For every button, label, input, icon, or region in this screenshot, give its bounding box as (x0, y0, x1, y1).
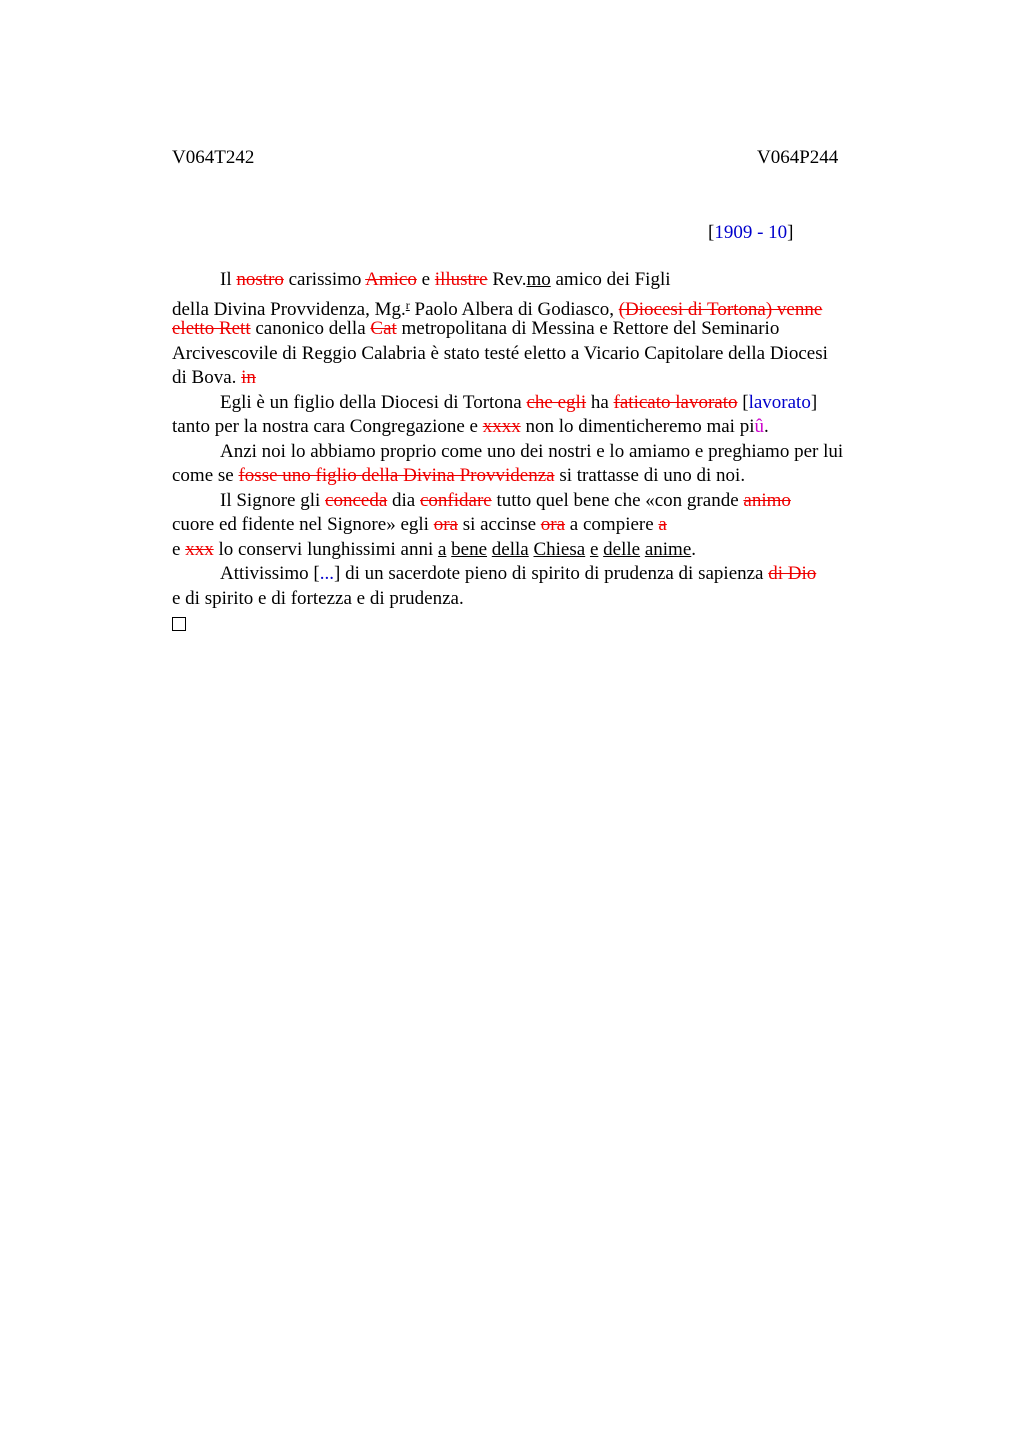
underlined-text: della (491, 538, 529, 560)
text-segment: ha (586, 391, 614, 413)
deleted-text: che egli (526, 391, 587, 413)
deleted-text: faticato lavorato (613, 391, 738, 413)
text-line (172, 489, 907, 514)
text-segment: si trattasse di uno di noi. (554, 465, 746, 486)
date-value: 1909 - 10 (714, 222, 788, 243)
deleted-text: illustre (434, 269, 488, 290)
document-date (708, 222, 793, 244)
end-square-icon (172, 617, 186, 631)
text-line (172, 317, 907, 342)
deleted-text: fosse uno figlio della Divina Provvidenza (238, 465, 555, 486)
text-segment: e (172, 538, 186, 560)
deleted-text: conceda (325, 489, 388, 511)
deleted-text: ora (433, 514, 458, 535)
end-marker-line (172, 611, 907, 636)
editorial-insertion: ... (319, 563, 335, 584)
deleted-text: (Diocesi di Tortona) venne (618, 298, 823, 320)
text-line (172, 268, 907, 293)
text-line (172, 415, 907, 440)
text-segment: amico dei Figli (550, 269, 671, 290)
text-segment: lo conservi lunghissimi anni (213, 538, 438, 560)
superscript-text: r (405, 297, 410, 312)
underlined-text: delle (603, 538, 641, 560)
text-segment: tutto quel bene che «con grande (491, 489, 744, 511)
deleted-text: Amico (365, 269, 417, 290)
deleted-text: xxxx (482, 416, 521, 437)
text-line (172, 538, 907, 563)
text-segment: non lo dimenticheremo mai pi (520, 416, 755, 437)
underlined-text: Chiesa (533, 538, 586, 560)
text-line (172, 342, 907, 367)
underlined-text: bene (451, 538, 488, 560)
text-segment: Il (220, 269, 237, 290)
deleted-text: Cat (370, 318, 397, 339)
deleted-text: di Dio (768, 563, 817, 584)
text-segment: metropolitana di Messina e Rettore del Seminario (396, 318, 780, 339)
marked-character: û (754, 416, 764, 437)
text-line (172, 513, 907, 538)
text-segment: della Divina Provvidenza, Mg. (172, 298, 406, 320)
text-segment: Paolo Albera di Godiasco, (409, 298, 619, 320)
text-line (172, 366, 907, 391)
underlined-text: e (589, 538, 599, 560)
text-segment: tanto per la nostra cara Congregazione e (172, 416, 483, 437)
text-segment: Attivissimo [ (220, 563, 320, 584)
text-segment: . (691, 538, 697, 560)
text-segment: a compiere (565, 514, 659, 535)
text-segment: canonico della (250, 318, 371, 339)
deleted-text: nostro (236, 269, 284, 290)
document-code-right: V064P244 (757, 147, 839, 168)
text-segment: Rev. (487, 269, 527, 290)
date-bracket-close: ] (787, 222, 794, 243)
text-segment: cuore ed fidente nel Signore» egli (172, 514, 434, 535)
text-line (172, 562, 907, 587)
letter-body (172, 268, 907, 636)
text-line (172, 391, 907, 416)
text-segment: come se (172, 465, 239, 486)
text-line (172, 440, 907, 465)
deleted-text: animo (743, 489, 791, 511)
deleted-text: xxx (185, 538, 214, 560)
document-code-left: V064T242 (172, 147, 255, 168)
underlined-text: anime (644, 538, 692, 560)
editorial-insertion: lavorato (748, 391, 811, 413)
text-segment: di Bova. (172, 367, 242, 388)
deleted-text: confidare (419, 489, 492, 511)
text-segment: Anzi noi lo abbiamo proprio come uno dei nostri e lo amiamo e preghiamo per lui (220, 440, 844, 462)
text-line (172, 464, 907, 489)
deleted-text: ora (540, 514, 566, 535)
text-segment: [ (737, 391, 749, 413)
text-line (172, 293, 907, 318)
deleted-text: a (658, 514, 667, 535)
text-segment: . (763, 416, 769, 437)
text-segment: dia (387, 489, 420, 511)
underlined-text: a (437, 538, 447, 560)
text-segment: carissimo (283, 269, 366, 290)
text-segment: Arcivescovile di Reggio Calabria è stato testé eletto a Vicario Capitolare della Diocesi (172, 342, 828, 364)
text-segment: e di spirito e di fortezza e di prudenza. (172, 587, 464, 609)
text-segment: e (416, 269, 435, 290)
underlined-text: mo (526, 269, 551, 290)
deleted-text: eletto Rett (172, 318, 251, 339)
text-segment: ] di un sacerdote pieno di spirito di prudenza di sapienza (334, 563, 769, 584)
text-segment: Il Signore gli (220, 489, 326, 511)
text-line (172, 587, 907, 612)
deleted-text: in (241, 367, 256, 388)
text-segment: Egli è un figlio della Diocesi di Tortona (220, 391, 527, 413)
date-bracket-open: [ (708, 222, 715, 243)
text-segment: ] (810, 391, 818, 413)
text-segment: si accinse (457, 514, 541, 535)
